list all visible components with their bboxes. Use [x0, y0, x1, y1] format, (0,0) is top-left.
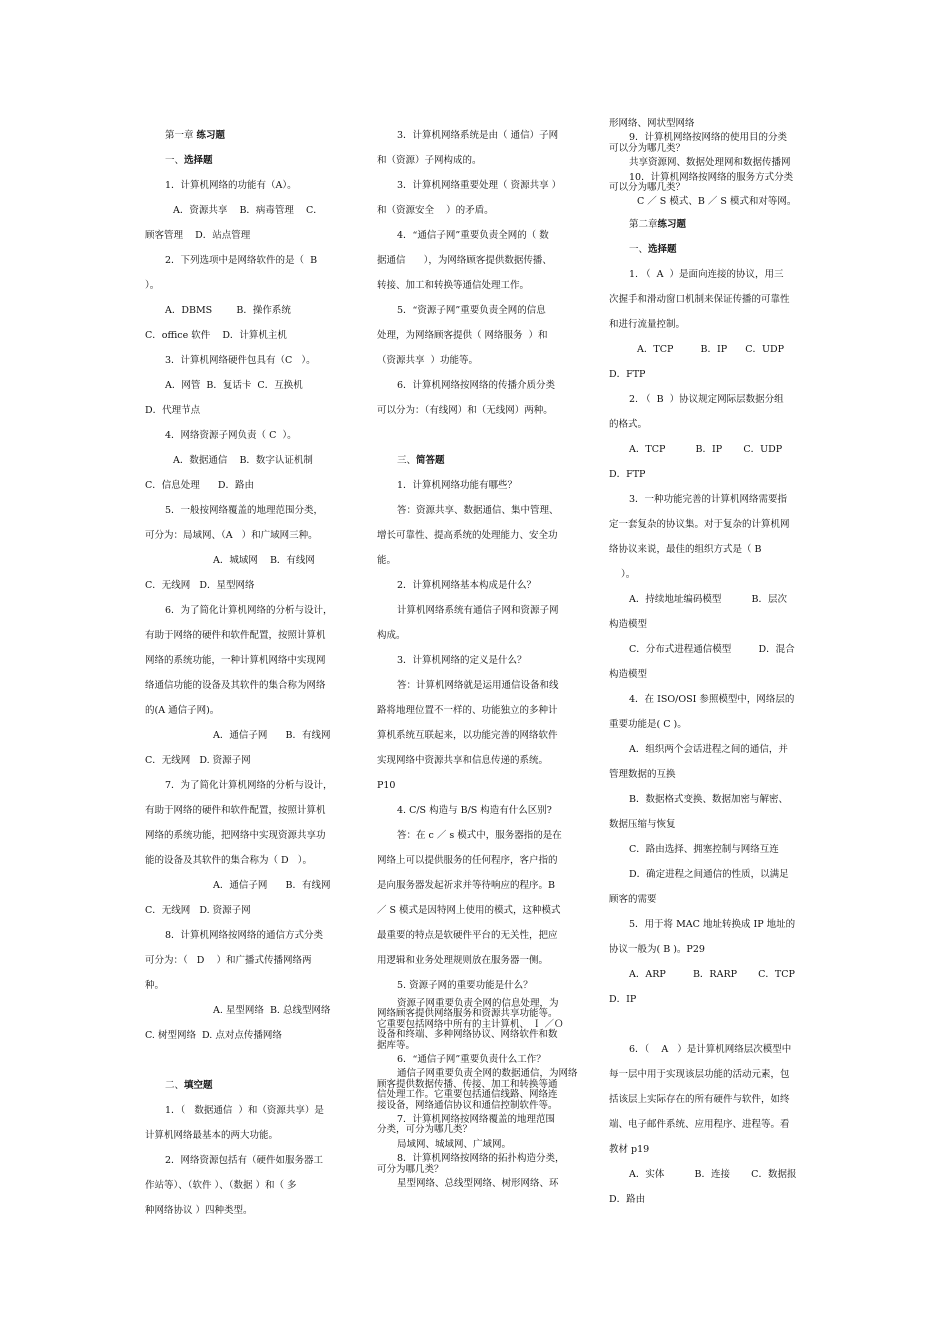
line-text: 6．“通信子网”重要负责什么工作？ — [397, 1054, 546, 1066]
text-line — [609, 462, 809, 487]
text-line — [145, 898, 345, 923]
col3-chapter2 — [609, 212, 809, 1212]
line-text: 5．用于将 MAC 地址转换成 IP 地址的 — [629, 918, 796, 930]
text-line — [145, 423, 345, 448]
line-text: 络通信功能的设备及其软件的集合称为网络 — [145, 680, 326, 691]
text-line — [377, 548, 577, 573]
text-line — [377, 1125, 577, 1135]
text-line — [609, 612, 809, 637]
line-text: D．IP — [609, 993, 637, 1005]
text-line — [609, 412, 809, 437]
line-text: 顾客管理 D．站点管理 — [145, 230, 251, 241]
col2-question-6 — [377, 1055, 577, 1065]
text-line — [145, 323, 345, 348]
line-text: 构成。 — [377, 630, 406, 641]
line-text: C．分布式进程通信模型 D．混合 — [629, 643, 795, 655]
line-text: A．资源共享 B．病毒管理 C． — [173, 205, 323, 216]
text-line — [609, 144, 809, 154]
text-line — [609, 712, 809, 737]
text-line — [377, 173, 577, 198]
line-text: 第二章 — [629, 218, 658, 230]
line-text: 共享资源网、数据处理网和数据传播网 — [629, 157, 791, 169]
line-text: 二、 — [165, 1080, 185, 1091]
col3-question-9 — [609, 133, 809, 154]
text-line — [377, 773, 577, 798]
text-line — [609, 362, 809, 387]
line-text: 3．计算机网络的定义是什么？ — [397, 655, 527, 666]
text-line — [145, 1073, 345, 1098]
line-text: 计算机网络系统有通信子网和资源子网 — [397, 605, 559, 616]
line-text: 可分为：（ D ）和广播式传播网络两 — [145, 955, 312, 966]
line-text: 6．（ A ）是计算机网络层次模型中 — [629, 1043, 792, 1055]
line-text: 答：计算机网络就是运用通信设备和线 — [397, 680, 559, 691]
line-text: 网络的系统功能，一种计算机网络中实现网 — [145, 655, 326, 666]
line-text: 4．在 ISO/OSI 参照模型中，网络层的 — [629, 693, 795, 705]
line-text: 5．一般按网络覆盖的地理范围分类， — [165, 505, 324, 516]
line-text: 次握手和滑动窗口机制来保证传播的可靠性 — [609, 293, 790, 305]
text-line — [609, 887, 809, 912]
line-text: 顾客提供数据传播、传接、加工和转换等通 — [377, 1078, 558, 1090]
line-text: 是向服务器发起祈求并等待响应的程序。B — [377, 880, 555, 891]
text-line — [609, 837, 809, 862]
line-text: 3．计算机网络硬件包具有（C ）。 — [165, 355, 316, 366]
line-text: 网络上可以提供服务的任何程序，客户指的 — [377, 855, 558, 866]
text-line — [609, 1062, 809, 1087]
line-text: 3．一种功能完善的计算机网络需要指 — [629, 493, 788, 505]
line-text: 1．计算机网络的功能有（A）。 — [165, 180, 297, 191]
line-text: 定一套复杂的协议集。对于复杂的计算机网 — [609, 518, 790, 530]
text-line — [145, 823, 345, 848]
line-text: 处理，为网络顾客提供（ 网络服务 ）和 — [377, 330, 548, 341]
text-line — [377, 648, 577, 673]
column-right — [609, 118, 809, 1212]
line-text: 一、 — [165, 155, 185, 166]
text-line — [145, 1198, 345, 1223]
text-line — [377, 423, 577, 448]
text-line — [145, 973, 345, 998]
line-text: A．DBMS B．操作系统 — [165, 305, 291, 316]
line-bold-text: 填空题 — [184, 1080, 213, 1091]
text-line — [377, 123, 577, 148]
line-text: 实现网络中资源共享和信息传递的系统。 — [377, 755, 549, 766]
line-text: 和（资源安全 ）的矛盾。 — [377, 205, 494, 216]
line-text: D．FTP — [609, 468, 646, 480]
line-text: P10 — [377, 780, 396, 791]
line-text: 可分为：局域网、（A ）和广域网三种。 — [145, 530, 318, 541]
text-line — [609, 1187, 809, 1212]
line-text: 数据压缩与恢复 — [609, 818, 676, 830]
text-line — [145, 398, 345, 423]
line-text: A. 星型网络 B. 总线型网络 — [213, 1005, 331, 1016]
text-line — [609, 1037, 809, 1062]
text-line — [377, 273, 577, 298]
line-text: 星型网络、总线型网络、树形网络、环 — [397, 1178, 559, 1190]
line-text: 1．（ 数据通信 ）和（资源共享）是 — [165, 1105, 324, 1116]
text-line — [145, 923, 345, 948]
text-line — [145, 148, 345, 173]
text-line — [377, 948, 577, 973]
line-text: 能的设备及其软件的集合称为（ D ）。 — [145, 855, 312, 866]
text-line — [145, 1098, 345, 1123]
line-text: 4. C/S 构造与 B/S 构造有什么区别? — [397, 805, 552, 816]
line-text: A．实体 B．连接 C．数据报 — [629, 1168, 797, 1180]
text-line — [609, 1162, 809, 1187]
col3-answer-8-cont — [609, 119, 809, 129]
text-line — [377, 848, 577, 873]
text-line — [145, 1123, 345, 1148]
line-bold-text: 选择题 — [648, 243, 677, 255]
line-text: 设备和终端、多种网络协议、网络软件和数 — [377, 1029, 558, 1041]
line-text: 1. （ A ）是面向连接的协议，用三 — [629, 268, 784, 280]
line-text: 5. 资源子网的重要功能是什么？ — [397, 980, 533, 991]
text-line — [145, 373, 345, 398]
text-line — [377, 473, 577, 498]
text-line — [145, 673, 345, 698]
line-text: 种。 — [145, 980, 165, 991]
line-text: 形网络、网状型网络 — [609, 118, 695, 129]
line-text: C．office 软件 D．计算机主机 — [145, 330, 287, 341]
col3-question-10 — [609, 173, 809, 194]
line-text: 2．下列选项中是网络软件的是（ B — [165, 255, 318, 266]
line-text: 2. （ B ）协议规定网际层数据分组 — [629, 393, 784, 405]
text-line — [145, 848, 345, 873]
text-line — [609, 387, 809, 412]
line-text: A．通信子网 B．有线网 — [213, 880, 331, 891]
text-line — [609, 537, 809, 562]
line-text: B．数据格式变换、数据加密与解密、 — [629, 793, 788, 805]
text-line — [377, 748, 577, 773]
text-line — [377, 198, 577, 223]
line-text: 答：在 c ／ s 模式中，服务器指的是在 — [397, 830, 562, 841]
text-line — [609, 962, 809, 987]
line-text: 1．计算机网络功能有哪些？ — [397, 480, 518, 491]
line-text: D．路由 — [609, 1193, 646, 1205]
line-text: 可以分为哪几类？ — [609, 142, 686, 154]
line-text: 3．计算机网络系统是由（ 通信）子网 — [397, 130, 559, 141]
text-line — [377, 523, 577, 548]
line-text: （资源共享 ）功能等。 — [377, 355, 479, 366]
text-line — [145, 648, 345, 673]
line-text: 种网络协议 ）四种类型。 — [145, 1205, 253, 1216]
line-text: ）。 — [621, 568, 636, 580]
text-line — [145, 723, 345, 748]
line-text: 9．计算机网络按网络的使用目的分类 — [629, 132, 788, 144]
col2-answer-7 — [377, 1140, 577, 1150]
text-line — [609, 512, 809, 537]
line-text: 络协议来说，最佳的组织方式是（ B — [609, 543, 762, 555]
text-line — [609, 987, 809, 1012]
text-line — [377, 398, 577, 423]
line-text: 据通信 ），为网络顾客提供数据传播、 — [377, 255, 552, 266]
line-text: 和（资源）子网构成的。 — [377, 155, 482, 166]
text-line — [609, 197, 809, 207]
line-text: 可分为哪几类？ — [377, 1163, 444, 1175]
line-text: 最重要的特点是软硬件平台的无关性，把应 — [377, 930, 558, 941]
line-text: C．信息处理 D．路由 — [145, 480, 255, 491]
text-line — [145, 498, 345, 523]
line-text: 3．计算机网络重要处理（ 资源共享 ） — [397, 180, 562, 191]
text-line — [377, 873, 577, 898]
line-text: 8．计算机网络按网络的拓扑构造分类， — [397, 1153, 565, 1165]
line-text: D．确定进程之间通信的性质，以满足 — [629, 868, 789, 880]
line-text: 的(A 通信子网)。 — [145, 705, 220, 716]
line-text: 三、 — [397, 455, 417, 466]
text-line — [145, 548, 345, 573]
text-line — [377, 1165, 577, 1175]
line-text: A．网管 B．复话卡 C．互换机 — [165, 380, 303, 391]
line-text: 2．计算机网络基本构成是什么？ — [397, 580, 537, 591]
line-text: 局域网、城域网、广域网。 — [397, 1138, 512, 1150]
line-text: 资源子网重要负责全网的信息处理，为 — [397, 998, 559, 1009]
text-line — [377, 1140, 577, 1150]
text-line — [609, 1012, 809, 1037]
text-line — [609, 1087, 809, 1112]
line-bold-text: 简答题 — [416, 455, 445, 466]
line-text: 管理数据的互换 — [609, 768, 676, 780]
text-line — [609, 119, 809, 129]
text-line — [377, 823, 577, 848]
col2-fill-blank-continued — [377, 123, 577, 998]
line-text: C ／ S 模式、B ／ S 模式和对等网。 — [637, 196, 797, 208]
line-text: 6．计算机网络按网络的传播介质分类 — [397, 380, 556, 391]
text-line — [609, 487, 809, 512]
line-text: 第一章 — [165, 130, 197, 141]
text-line — [377, 348, 577, 373]
text-line — [145, 598, 345, 623]
line-text: 可以分为哪几类？ — [609, 182, 686, 194]
line-text: 接设备，网络通信协议和通信控制软件等。 — [377, 1099, 558, 1111]
text-line — [609, 262, 809, 287]
text-line — [609, 312, 809, 337]
line-text: 路将地理位置不一样的、功能独立的多种计 — [377, 705, 558, 716]
col2-answer-6 — [377, 1069, 577, 1111]
col2-question-8 — [377, 1154, 577, 1175]
line-text: A．ARP B．RARP C．TCP — [629, 968, 795, 980]
col2-answer-5 — [377, 999, 577, 1051]
line-text: 4．“通信子网”重要负责全网的（ 数 — [397, 230, 549, 241]
text-line — [145, 223, 345, 248]
text-line — [377, 373, 577, 398]
text-line — [377, 1055, 577, 1065]
line-text: 8．计算机网络按网络的通信方式分类 — [165, 930, 324, 941]
line-text: 和进行流量控制。 — [609, 318, 686, 330]
text-line — [145, 623, 345, 648]
text-line — [145, 123, 345, 148]
text-line — [377, 448, 577, 473]
line-text: 2．网络资源包括有（硬件如服务器工 — [165, 1155, 324, 1166]
text-line — [145, 173, 345, 198]
line-bold-text: 选择题 — [184, 155, 213, 166]
line-text: D．FTP — [609, 368, 646, 380]
line-bold-text: 练习题 — [196, 130, 226, 141]
line-text: 转接、加工和转换等通信处理工作。 — [377, 280, 530, 291]
text-line — [145, 1173, 345, 1198]
line-text: C．无线网 D．星型网络 — [145, 580, 255, 591]
line-text: 有助于网络的硬件和软件配置，按照计算机 — [145, 630, 326, 641]
text-line — [377, 923, 577, 948]
text-line — [145, 473, 345, 498]
line-text: 顾客的需要 — [609, 893, 657, 905]
line-bold-text: 练习题 — [657, 218, 687, 230]
text-line — [377, 898, 577, 923]
text-line — [377, 573, 577, 598]
text-line — [145, 248, 345, 273]
line-text: 7．计算机网络按网络覆盖的地理范围 — [397, 1114, 556, 1126]
text-line — [609, 437, 809, 462]
line-text: 5．“资源子网”重要负责全网的信息 — [397, 305, 546, 316]
text-line — [609, 237, 809, 262]
line-text: 重要功能是( C )。 — [609, 718, 687, 730]
text-line — [377, 798, 577, 823]
text-line — [609, 737, 809, 762]
line-text: 可以分为：（有线网）和（无线网）两种。 — [377, 405, 553, 416]
text-line — [609, 1137, 809, 1162]
line-text: 括该层上实际存在的所有硬件与软件，如终 — [609, 1093, 790, 1105]
text-line — [145, 298, 345, 323]
line-text: 一、 — [629, 243, 649, 255]
text-line — [377, 148, 577, 173]
line-text: 教材 p19 — [609, 1143, 650, 1155]
line-text: 有助于网络的硬件和软件配置，按照计算机 — [145, 805, 326, 816]
text-line — [377, 323, 577, 348]
line-text: D．代理节点 — [145, 405, 201, 416]
line-text: 网络顾客提供网络服务和资源共享功能等。 — [377, 1008, 558, 1020]
line-text: 据库等。 — [377, 1039, 416, 1051]
text-line — [145, 1023, 345, 1048]
line-text: 6．为了简化计算机网络的分析与设计， — [165, 605, 333, 616]
text-line — [609, 562, 809, 587]
line-text: 它重要包括网络中所有的主计算机、 Ｉ ／Ｏ — [377, 1018, 564, 1030]
line-text: 用逻辑和业务处理规则放在服务器一侧。 — [377, 955, 549, 966]
text-line — [145, 523, 345, 548]
text-line — [145, 573, 345, 598]
text-line — [609, 212, 809, 237]
text-line — [377, 598, 577, 623]
line-text: 信处理工作。它重要包括通信线路、网络连 — [377, 1089, 558, 1101]
line-text: 协议一般为( B )。P29 — [609, 943, 705, 955]
text-line — [377, 498, 577, 523]
line-text: A．TCP B．IP C．UDP — [629, 443, 783, 455]
line-text: 作站等）、（软件 ）、（数据 ）和（ 多 — [145, 1180, 297, 1191]
line-text: 7．为了简化计算机网络的分析与设计， — [165, 780, 333, 791]
line-text: A．通信子网 B．有线网 — [213, 730, 331, 741]
text-line — [377, 1179, 577, 1189]
text-line — [609, 587, 809, 612]
line-text: A．城域网 B．有线网 — [213, 555, 315, 566]
text-line — [609, 637, 809, 662]
text-line — [377, 298, 577, 323]
line-text: 端、电子邮件系统、应用程序、进程等。看 — [609, 1118, 790, 1130]
text-line — [609, 337, 809, 362]
text-line — [145, 948, 345, 973]
line-text: 网络的系统功能，把网络中实现资源共享功 — [145, 830, 326, 841]
text-line — [377, 623, 577, 648]
line-text: 计算机网络最基本的两大功能。 — [145, 1130, 279, 1141]
col3-answer-9 — [609, 158, 809, 168]
line-text: A．持续地址编码模型 B．层次 — [629, 593, 788, 605]
line-text: 能。 — [377, 555, 397, 566]
line-text: C. 树型网络 D. 点对点传播网络 — [145, 1030, 282, 1041]
text-line — [377, 223, 577, 248]
text-line — [145, 273, 345, 298]
line-text: ）。 — [145, 280, 160, 291]
text-line — [377, 248, 577, 273]
line-text: C．路由选择、拥塞控制与网络互连 — [629, 843, 779, 855]
line-text: A．数据通信 B．数字认证机制 — [173, 455, 313, 466]
line-text: 的格式。 — [609, 418, 648, 430]
line-text: 算机系统互联起来，以功能完善的网络软件 — [377, 730, 558, 741]
text-line — [145, 748, 345, 773]
line-text: A．TCP B．IP C．UDP — [637, 343, 785, 355]
line-text: C．无线网 D. 资源子网 — [145, 755, 251, 766]
column-left — [145, 123, 345, 1223]
column-middle — [377, 123, 577, 1194]
text-line — [609, 662, 809, 687]
line-text: 10．计算机网络按网络的服务方式分类 — [629, 171, 794, 183]
text-line — [145, 348, 345, 373]
text-line — [145, 1148, 345, 1173]
text-line — [377, 973, 577, 998]
text-line — [609, 158, 809, 168]
line-text: 增长可靠性、提高系统的处理能力、安全功 — [377, 530, 558, 541]
text-line — [377, 1041, 577, 1051]
text-line — [377, 673, 577, 698]
text-line — [609, 787, 809, 812]
text-line — [609, 762, 809, 787]
text-line — [609, 812, 809, 837]
text-line — [145, 448, 345, 473]
text-line — [145, 698, 345, 723]
text-line — [145, 773, 345, 798]
text-line — [145, 198, 345, 223]
line-text: C．无线网 D. 资源子网 — [145, 905, 251, 916]
text-line — [609, 937, 809, 962]
line-text: 答：资源共享、数据通信、集中管理、 — [397, 505, 559, 516]
text-line — [609, 912, 809, 937]
col2-answer-8 — [377, 1179, 577, 1189]
text-line — [609, 862, 809, 887]
line-text: ／ S 模式是因特网上使用的模式，这种模式 — [377, 905, 561, 916]
col3-answer-10 — [609, 197, 809, 207]
text-line — [377, 723, 577, 748]
text-line — [377, 1101, 577, 1111]
line-text: 分类，可分为哪几类？ — [377, 1124, 473, 1136]
text-line — [145, 998, 345, 1023]
text-line — [145, 798, 345, 823]
line-text: 构造模型 — [609, 668, 648, 680]
line-text: 构造模型 — [609, 618, 648, 630]
line-text: 每一层中用于实现该层功能的活动元素，包 — [609, 1068, 790, 1080]
line-text: 4．网络资源子网负责（ C ）。 — [165, 430, 297, 441]
text-line — [377, 698, 577, 723]
col2-question-7 — [377, 1115, 577, 1136]
line-text: A．组织两个会话进程之间的通信，并 — [629, 743, 788, 755]
text-line — [609, 287, 809, 312]
text-line — [609, 1112, 809, 1137]
text-line — [609, 183, 809, 193]
text-line — [145, 1048, 345, 1073]
text-line — [609, 687, 809, 712]
line-text: 通信子网重要负责全网的数据通信，为网络 — [397, 1068, 578, 1080]
text-line — [145, 873, 345, 898]
